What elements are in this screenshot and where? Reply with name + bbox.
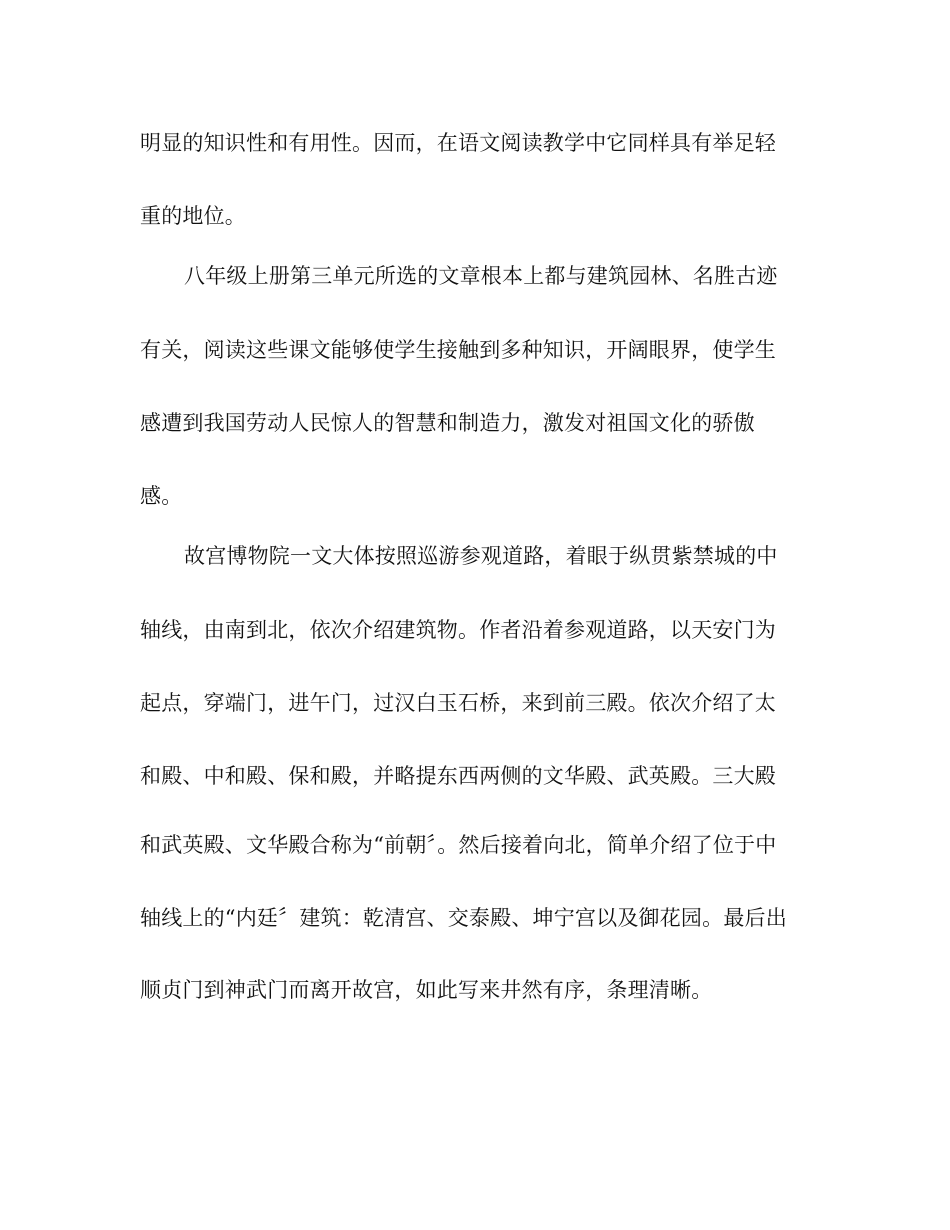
text-line: 起点，穿端门，进午门，过汉白玉石桥，来到前三殿。依次介绍了太 — [140, 691, 776, 715]
text-line: 轴线，由南到北，依次介绍建筑物。作者沿着参观道路，以天安门为 — [140, 618, 776, 642]
text-line: 重的地位。 — [140, 204, 246, 228]
text-line: 感遭到我国劳动人民惊人的智慧和制造力，激发对祖国文化的骄傲 — [140, 411, 755, 435]
text-line: 八年级上册第三单元所选的文章根本上都与建筑园林、名胜古迹 — [184, 264, 778, 288]
text-line: 轴线上的“内廷〞建筑：乾清宫、交泰殿、坤宁宫以及御花园。最后出 — [140, 906, 787, 930]
text-line: 感。 — [140, 484, 183, 508]
text-line: 明显的知识性和有用性。因而，在语文阅读教学中它同样具有举足轻 — [140, 131, 776, 155]
text-line: 和武英殿、文华殿合称为“前朝〞。然后接着向北，简单介绍了位于中 — [140, 833, 777, 857]
text-line: 和殿、中和殿、保和殿，并略提东西两侧的文华殿、武英殿。三大殿 — [140, 764, 776, 788]
text-line: 故宫博物院一文大体按照巡游参观道路，着眼于纵贯紫禁城的中 — [184, 544, 778, 568]
text-line: 有关，阅读这些课文能够使学生接触到多种知识，开阔眼界，使学生 — [140, 338, 776, 362]
text-line: 顺贞门到神武门而离开故宫，如此写来井然有序，条理清晰。 — [140, 978, 713, 1002]
